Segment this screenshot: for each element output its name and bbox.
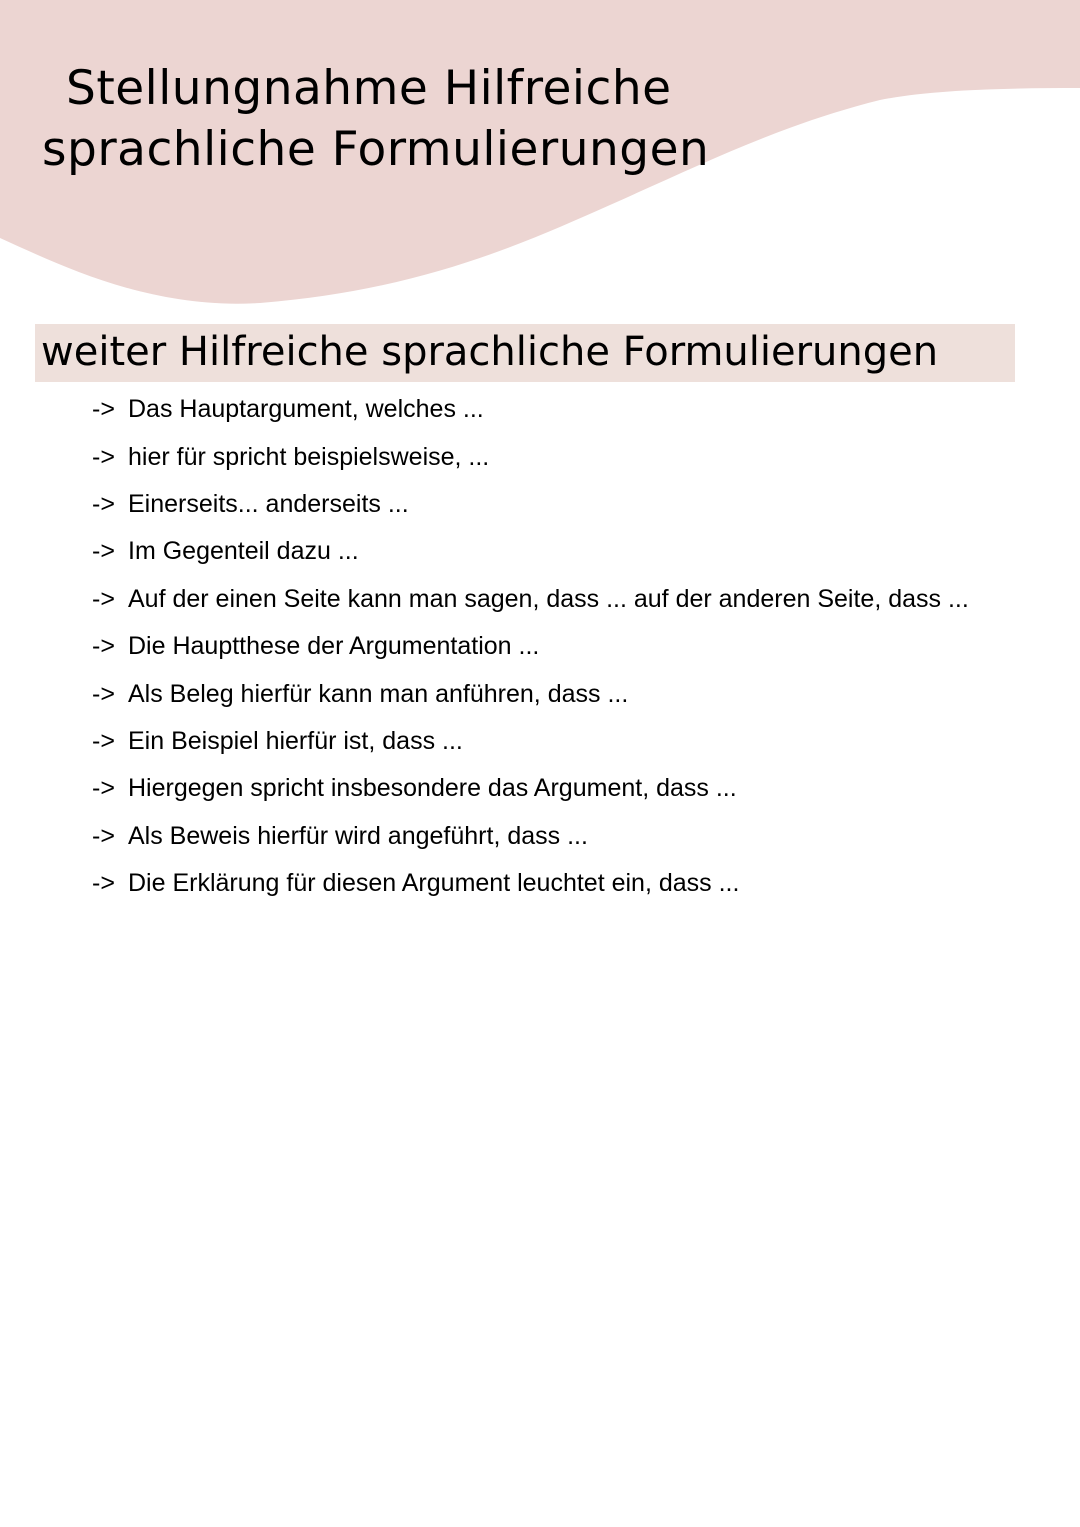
arrow-marker: ->	[92, 537, 115, 566]
section-heading: weiter Hilfreiche sprachliche Formulierungen	[35, 324, 1015, 382]
list-item	[92, 433, 969, 480]
list-item	[92, 481, 969, 528]
phrase-list	[92, 386, 969, 907]
phrase-text: Die Hauptthese der Argumentation ...	[128, 632, 540, 661]
phrase-text: Einerseits... anderseits ...	[128, 489, 409, 518]
phrase-text: Im Gegenteil dazu ...	[128, 537, 359, 566]
arrow-marker: ->	[92, 774, 115, 803]
phrase-text: Ein Beispiel hierfür ist, dass ...	[128, 726, 463, 755]
phrase-text: Die Erklärung für diesen Argument leuchtet ein, dass ...	[128, 869, 740, 898]
arrow-marker: ->	[92, 489, 115, 518]
phrase-text: Als Beweis hierfür wird angeführt, dass ...	[128, 821, 588, 850]
page-title-line-1: Stellungnahme Hilfreiche	[66, 61, 672, 116]
arrow-marker: ->	[92, 395, 115, 424]
arrow-marker: ->	[92, 584, 115, 613]
page-title	[42, 58, 709, 180]
list-item	[92, 813, 969, 860]
phrase-text: hier für spricht beispielsweise, ...	[128, 442, 490, 471]
arrow-marker: ->	[92, 821, 115, 850]
phrase-text: Das Hauptargument, welches ...	[128, 395, 484, 424]
arrow-marker: ->	[92, 726, 115, 755]
phrase-text: Auf der einen Seite kann man sagen, dass ... auf der anderen Seite, dass ...	[128, 584, 969, 613]
arrow-marker: ->	[92, 869, 115, 898]
list-item	[92, 576, 969, 623]
list-item	[92, 386, 969, 433]
arrow-marker: ->	[92, 632, 115, 661]
page-title-line-2: sprachliche Formulierungen	[42, 122, 710, 177]
list-item	[92, 528, 969, 575]
list-item	[92, 718, 969, 765]
arrow-marker: ->	[92, 679, 115, 708]
list-item	[92, 670, 969, 717]
phrase-text: Hiergegen spricht insbesondere das Argument, dass ...	[128, 774, 737, 803]
arrow-marker: ->	[92, 442, 115, 471]
list-item	[92, 860, 969, 907]
phrase-text: Als Beleg hierfür kann man anführen, dass ...	[128, 679, 629, 708]
list-item	[92, 765, 969, 812]
list-item	[92, 623, 969, 670]
